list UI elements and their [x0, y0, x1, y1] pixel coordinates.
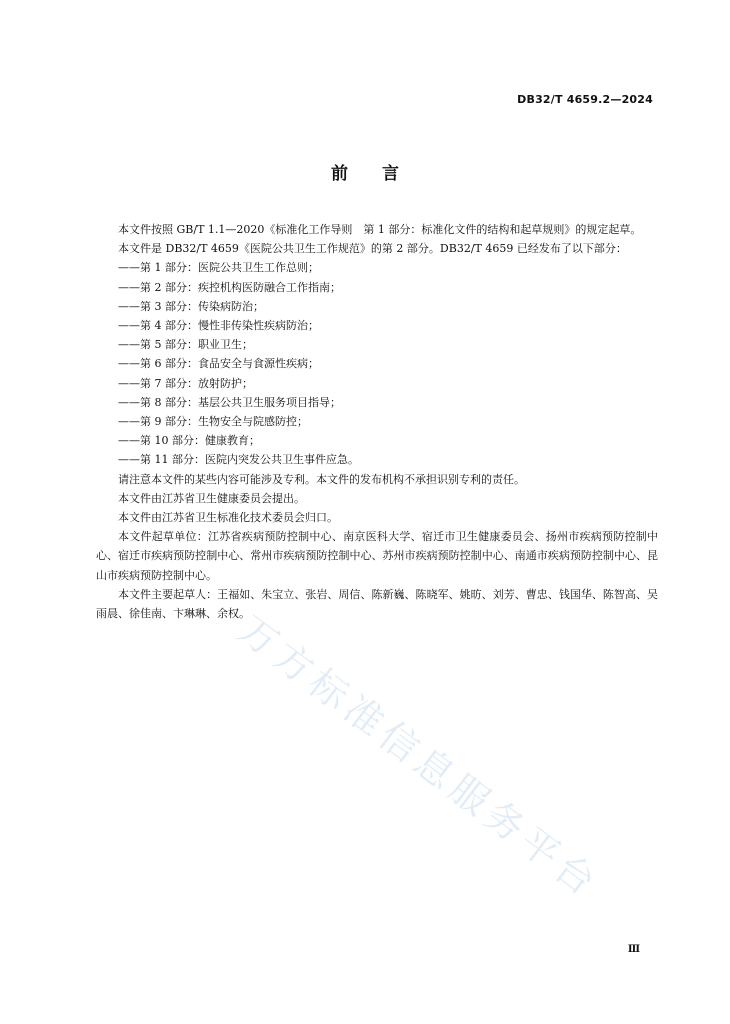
- list-item: ——第 3 部分：传染病防治；: [118, 299, 264, 313]
- page-number: Ⅲ: [627, 944, 640, 955]
- title-char-1: 前: [331, 164, 348, 184]
- paragraph-drafting-rules: 本文件按照 GB/T 1.1—2020《标准化工作导则 第 1 部分：标准化文件的结构和起草规则》的规定起草。: [118, 223, 642, 236]
- list-item: ——第 4 部分：慢性非传染性疾病防治；: [118, 319, 319, 333]
- list-item: ——第 5 部分：职业卫生；: [118, 338, 253, 352]
- paragraph-series-intro: 本文件是 DB32/T 4659《医院公共卫生工作规范》的第 2 部分。DB32/T 4659 已经发布了以下部分：: [118, 242, 627, 256]
- document-code: DB32/T 4659.2—2024: [517, 93, 653, 106]
- paragraph-drafters: 本文件主要起草人：王福如、朱宝立、张岩、周信、陈新巍、陈晓军、姚昉、刘芳、曹忠、钱国华、陈智高、吴雨晨、徐佳南、卞琳琳、余权。: [96, 587, 658, 621]
- list-item: ——第 8 部分：基层公共卫生服务项目指导；: [118, 395, 341, 409]
- paragraph-proposer: 本文件由江苏省卫生健康委员会提出。: [118, 491, 305, 505]
- list-item: ——第 1 部分：医院公共卫生工作总则；: [118, 261, 319, 275]
- list-item: ——第 11 部分：医院内突发公共卫生事件应急。: [118, 453, 359, 467]
- paragraph-centralized: 本文件由江苏省卫生标准化技术委员会归口。: [118, 511, 338, 525]
- list-item: ——第 9 部分：生物安全与院感防控；: [118, 415, 308, 429]
- list-item: ——第 6 部分：食品安全与食源性疾病；: [118, 357, 319, 371]
- paragraph-patent-notice: 请注意本文件的某些内容可能涉及专利。本文件的发布机构不承担识别专利的责任。: [118, 472, 525, 486]
- page-title: [0, 159, 730, 184]
- list-item: ——第 2 部分：疾控机构医防融合工作指南；: [118, 280, 341, 294]
- title-char-2: 言: [382, 164, 399, 184]
- foreword-body: [96, 220, 658, 623]
- list-item: ——第 10 部分：健康教育；: [118, 434, 260, 448]
- paragraph-drafting-units: 本文件起草单位：江苏省疾病预防控制中心、南京医科大学、宿迁市卫生健康委员会、扬州市疾病预防控制中心、宿迁市疾病预防控制中心、常州市疾病预防控制中心、苏州市疾病预防控制中心、南通市疾病预防控制中心、昆山市疾病预防控制中心。: [96, 530, 658, 582]
- list-item: ——第 7 部分：放射防护；: [118, 376, 253, 390]
- watermark: 万方标准信息服务平台: [230, 607, 608, 908]
